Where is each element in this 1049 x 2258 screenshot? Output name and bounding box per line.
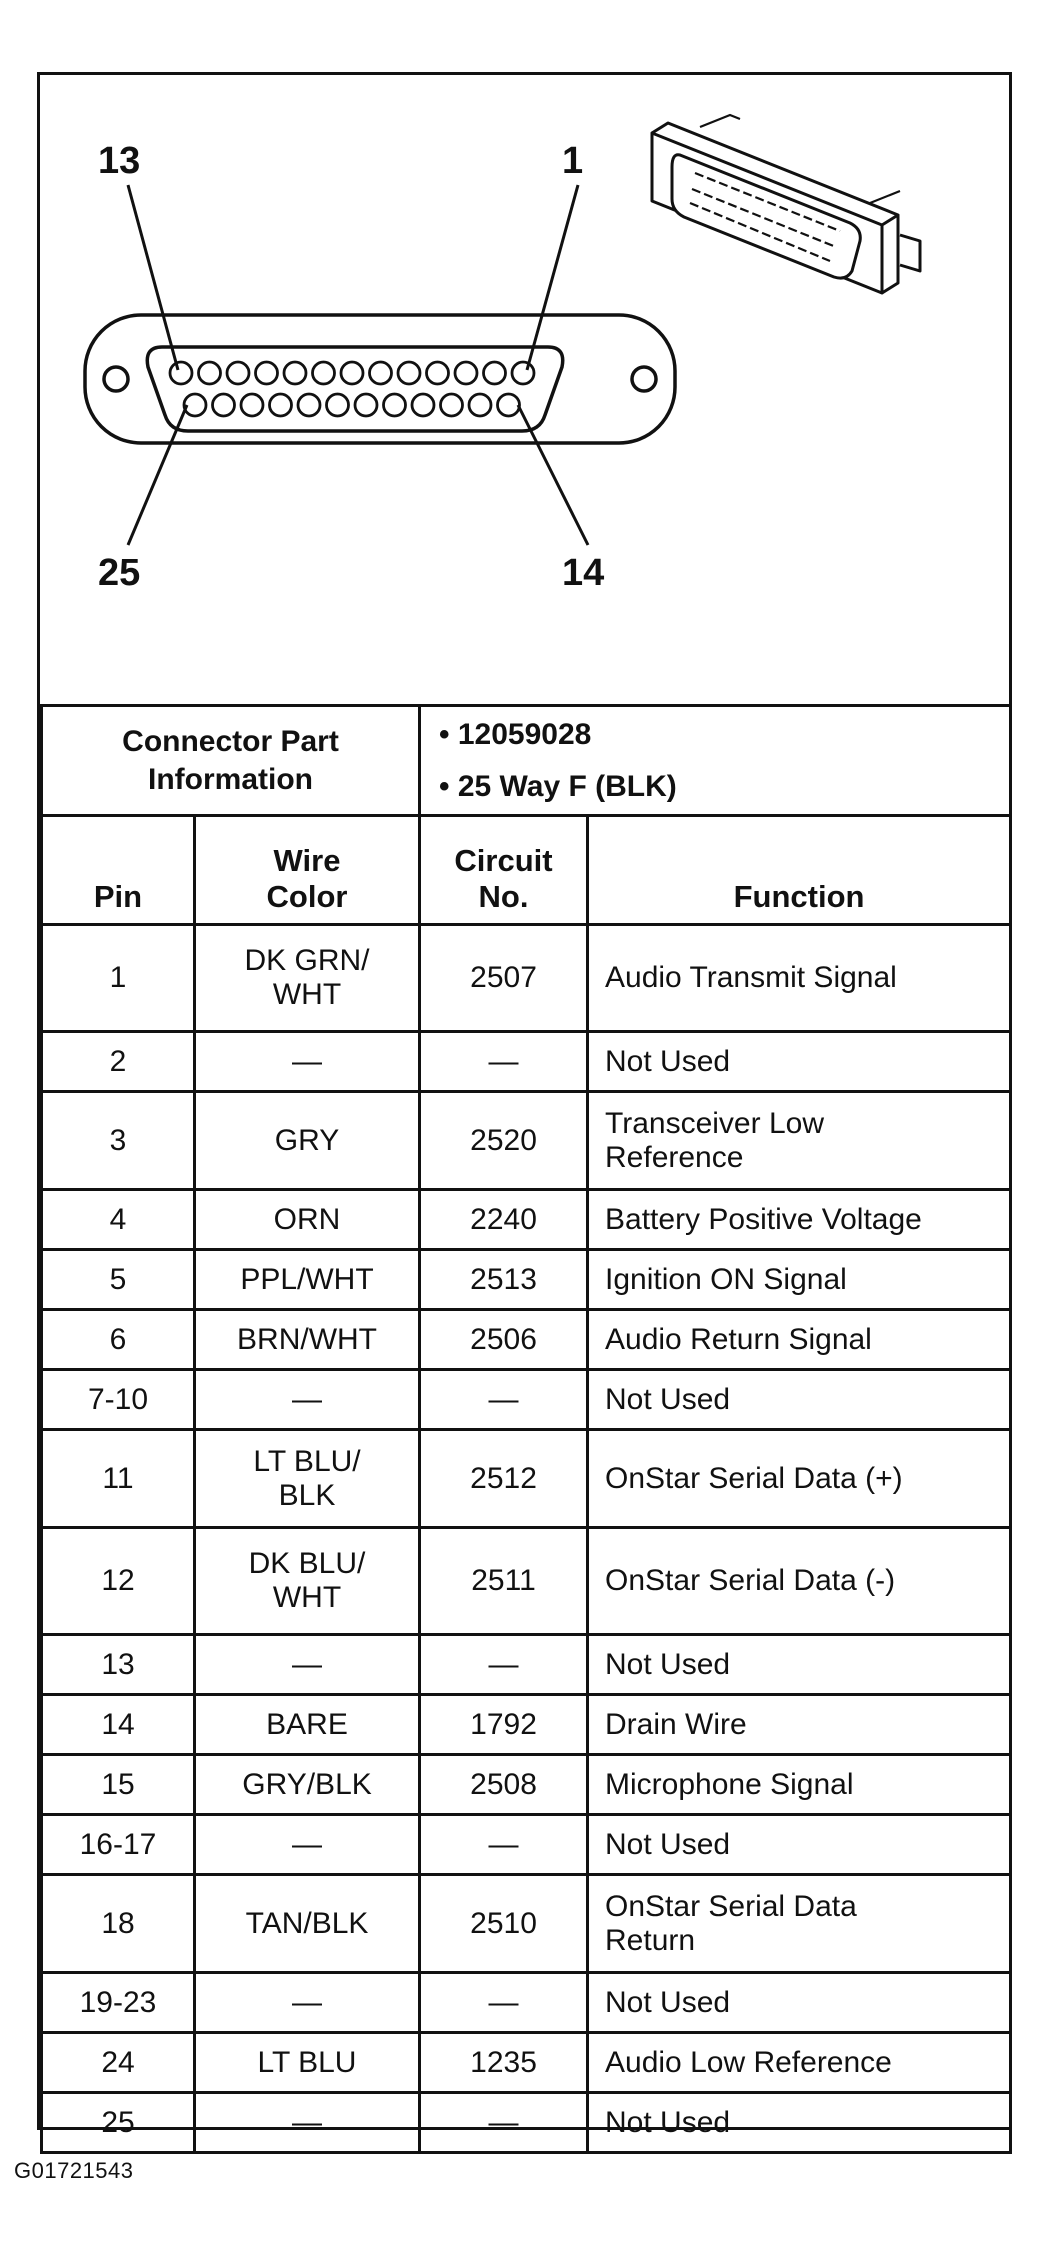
circuit-no-cell: 1792 [420,1695,588,1755]
pin-cell: 24 [42,2033,195,2093]
wire-color-cell: LT BLU/ BLK [195,1430,420,1528]
pin-cell: 6 [42,1310,195,1370]
circuit-no-cell: 2506 [420,1310,588,1370]
circuit-no-cell: 2511 [420,1528,588,1635]
pin-hole [256,362,278,384]
connector-pinout-table [40,704,1012,2154]
wire-color-cell: — [195,1973,420,2033]
wire-color-cell: GRY/BLK [195,1755,420,1815]
circuit-no-cell: 2508 [420,1755,588,1815]
circuit-no-cell: 2510 [420,1875,588,1973]
pin-cell: 7-10 [42,1370,195,1430]
table-row [42,2093,1011,2153]
circuit-no-cell: — [420,1032,588,1092]
table-row [42,1310,1011,1370]
function-cell: OnStar Serial Data Return [588,1875,1011,1973]
function-cell: Ignition ON Signal [588,1250,1011,1310]
pin-hole [412,394,434,416]
pin-hole [469,394,491,416]
table-row [42,1875,1011,1973]
pin-hole [512,362,534,384]
pin-cell: 3 [42,1092,195,1190]
table-row [42,1370,1011,1430]
pin-cell: 5 [42,1250,195,1310]
table-row [42,1528,1011,1635]
table-row [42,925,1011,1032]
function-cell: OnStar Serial Data (-) [588,1528,1011,1635]
connector-face-drawing [40,75,1009,704]
circuit-no-cell: — [420,1635,588,1695]
circuit-no-cell: — [420,2093,588,2153]
function-cell: Not Used [588,1635,1011,1695]
table-header-row [42,816,1011,925]
pin-label-14: 14 [562,552,605,594]
wire-color-cell: DK GRN/ WHT [195,925,420,1032]
header-pin: Pin [42,816,195,925]
circuit-no-cell: 2512 [420,1430,588,1528]
pin-label-25: 25 [98,552,141,594]
figure-code: G01721543 [14,2158,134,2183]
pin-hole [455,362,477,384]
table-row [42,1430,1011,1528]
wire-color-cell: BRN/WHT [195,1310,420,1370]
function-cell: Not Used [588,1370,1011,1430]
pin-hole [327,394,349,416]
wire-color-cell: — [195,2093,420,2153]
pin-cell: 1 [42,925,195,1032]
wire-color-cell: — [195,1032,420,1092]
connector-figure [37,72,1012,2139]
table-row [42,1250,1011,1310]
wire-color-cell: BARE [195,1695,420,1755]
function-cell: Battery Positive Voltage [588,1190,1011,1250]
function-cell: Audio Low Reference [588,2033,1011,2093]
pin-cell: 4 [42,1190,195,1250]
function-cell: Drain Wire [588,1695,1011,1755]
circuit-no-cell: 2513 [420,1250,588,1310]
wire-color-cell: DK BLU/ WHT [195,1528,420,1635]
table-row [42,1973,1011,2033]
pin-cell: 12 [42,1528,195,1635]
pin-label-1: 1 [562,140,584,182]
header-wire-color: Wire Color [195,816,420,925]
pin-hole [355,394,377,416]
pin-hole [227,362,249,384]
circuit-no-cell: 2240 [420,1190,588,1250]
connector-type: • 25 Way F (BLK) [439,769,677,803]
pin-cell: 14 [42,1695,195,1755]
circuit-no-cell: — [420,1973,588,2033]
pin-hole [398,362,420,384]
header-circuit-no: Circuit No. [420,816,588,925]
pin-hole [199,362,221,384]
pin-hole [441,394,463,416]
connector-part-number: • 12059028 [439,717,592,751]
pin-cell: 25 [42,2093,195,2153]
pin-cell: 16-17 [42,1815,195,1875]
pin-cell: 11 [42,1430,195,1528]
pin-label-13: 13 [98,140,141,182]
wire-color-cell: PPL/WHT [195,1250,420,1310]
pin-hole [184,394,206,416]
function-cell: Not Used [588,1973,1011,2033]
wire-color-cell: — [195,1815,420,1875]
connector-part-info-label: Connector Part Information [42,706,420,816]
pin-hole [241,394,263,416]
table-row [42,1190,1011,1250]
pin-hole [313,362,335,384]
pin-cell: 18 [42,1875,195,1973]
function-cell: Transceiver Low Reference [588,1092,1011,1190]
function-cell: Audio Transmit Signal [588,925,1011,1032]
pin-hole [484,362,506,384]
wire-color-cell: — [195,1635,420,1695]
pin-hole [427,362,449,384]
table-row [42,1815,1011,1875]
pin-hole [370,362,392,384]
function-cell: Audio Return Signal [588,1310,1011,1370]
circuit-no-cell: — [420,1370,588,1430]
table-row [42,1755,1011,1815]
pin-cell: 13 [42,1635,195,1695]
table-row [42,1032,1011,1092]
pin-hole [298,394,320,416]
header-function: Function [588,816,1011,925]
pin-cell: 15 [42,1755,195,1815]
function-cell: Microphone Signal [588,1755,1011,1815]
pin-hole [341,362,363,384]
circuit-no-cell: 2520 [420,1092,588,1190]
circuit-no-cell: 2507 [420,925,588,1032]
function-cell: Not Used [588,1032,1011,1092]
connector-pins [170,362,534,416]
function-cell: Not Used [588,1815,1011,1875]
connector-diagram [40,75,1009,704]
connector-part-info-values [420,706,1011,816]
table-row [42,1092,1011,1190]
function-cell: Not Used [588,2093,1011,2153]
pin-hole [498,394,520,416]
pin-hole [213,394,235,416]
pin-hole [270,394,292,416]
pin-cell: 19-23 [42,1973,195,2033]
circuit-no-cell: — [420,1815,588,1875]
pin-hole [170,362,192,384]
connector-3d-view [652,115,920,293]
table-row [42,1635,1011,1695]
wire-color-cell: LT BLU [195,2033,420,2093]
pin-hole [284,362,306,384]
circuit-no-cell: 1235 [420,2033,588,2093]
pin-hole [384,394,406,416]
wire-color-cell: — [195,1370,420,1430]
table-row [42,2033,1011,2093]
wire-color-cell: ORN [195,1190,420,1250]
pin-cell: 2 [42,1032,195,1092]
wire-color-cell: TAN/BLK [195,1875,420,1973]
function-cell: OnStar Serial Data (+) [588,1430,1011,1528]
table-row [42,1695,1011,1755]
wire-color-cell: GRY [195,1092,420,1190]
